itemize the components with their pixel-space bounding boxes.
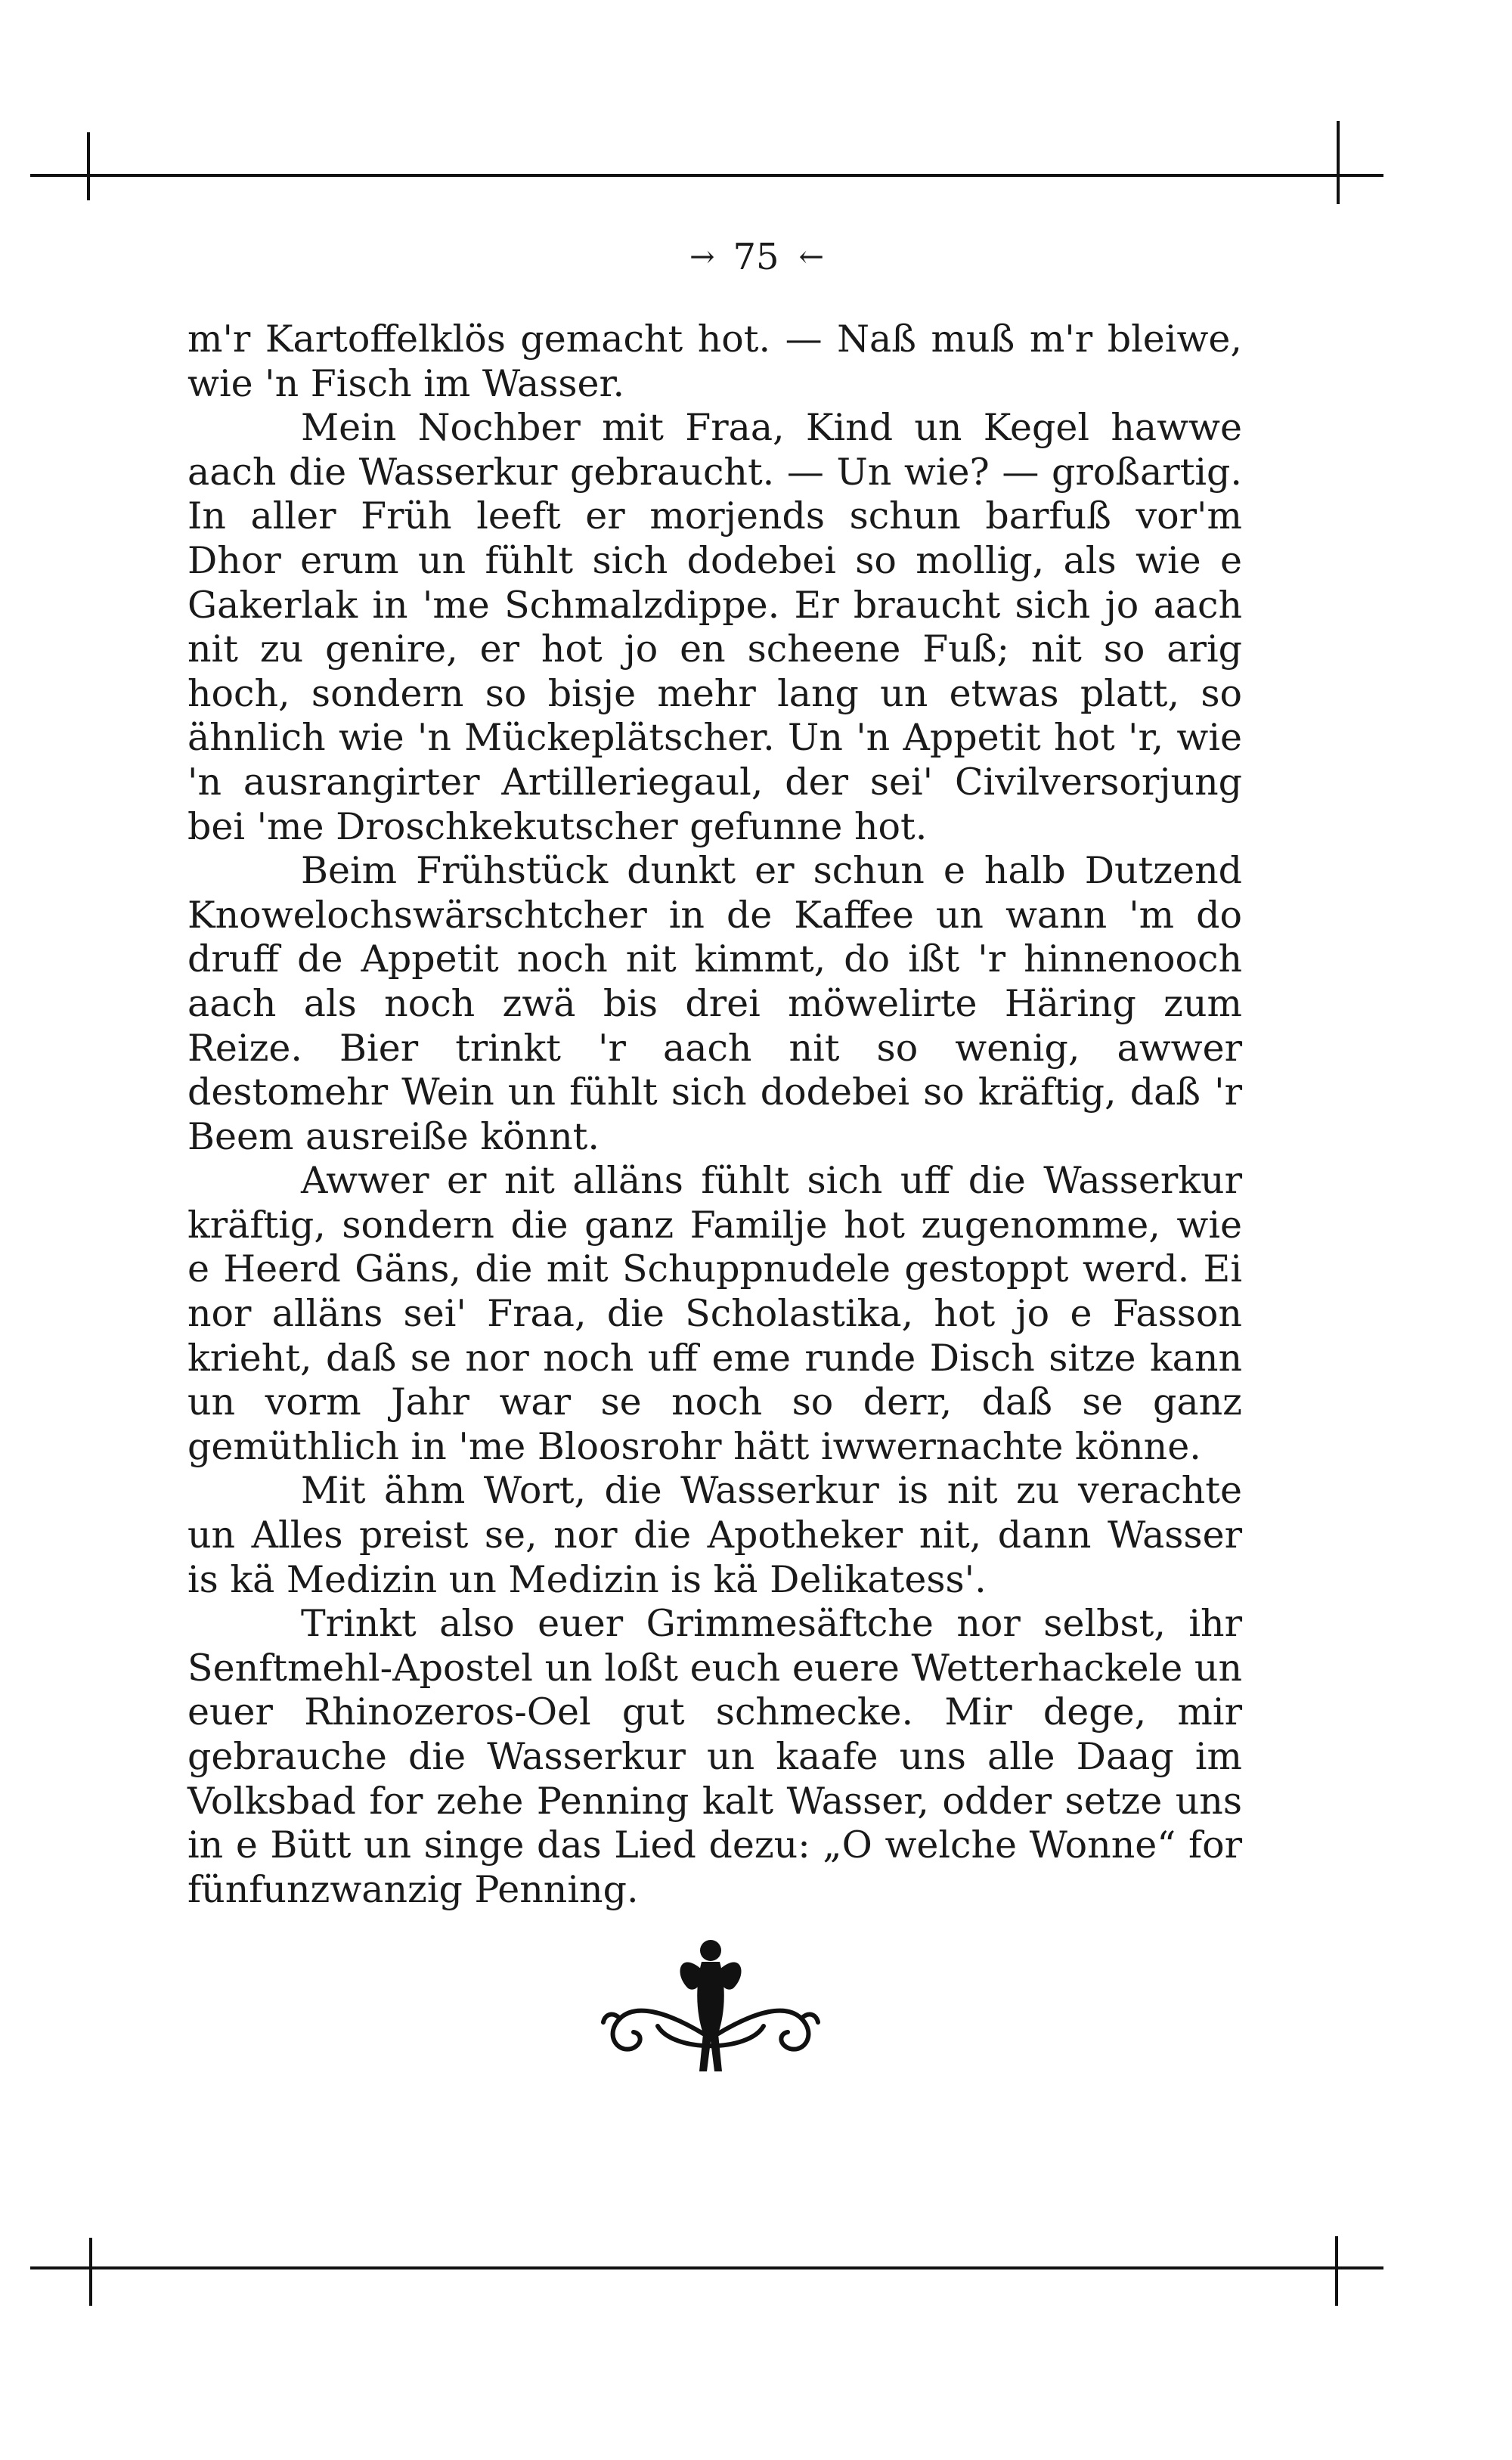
page-number: 75 [733, 236, 779, 278]
paragraph-3: Beim Frühstück dunkt er schun e halb Dutzend Knowelochswärschtcher in de Kaffee un wann 'm do druff de Appetit noch nit kimmt, do ißt 'r hinnenooch aach als noch zwä bis drei möwelirte Häring zum Reize. Bier trinkt 'r aach nit so wenig, awwer destomehr Wein un fühlt sich dodebei so kräftig, daß 'r Beem ausreiße könnt. [187, 849, 1242, 1158]
cherub-vignette-icon [590, 1920, 832, 2087]
top-frame-rule [30, 174, 1383, 177]
body-text [187, 318, 1242, 1912]
top-left-frame-tick [87, 132, 90, 200]
paragraph-2: Mein Nochber mit Fraa, Kind un Kegel hawwe aach die Wasserkur gebraucht. — Un wie? — großartig. In aller Früh leeft er morjends schun barfuß vor'm Dhor erum un fühlt sich dodebei so mollig, als wie e Gakerlak in 'me Schmalzdippe. Er braucht sich jo aach nit zu genire, er hot jo en scheene Fuß; nit so arig hoch, sondern so bisje mehr lang un etwas platt, so ähnlich wie 'n Mückeplätscher. Un 'n Appetit hot 'r, wie 'n ausrangirter Artilleriegaul, der sei' Civilversorjung bei 'me Droschkekutscher gefunne hot. [187, 406, 1242, 848]
bottom-right-frame-tick [1335, 2236, 1338, 2306]
left-ornament-icon: → [689, 240, 714, 274]
paragraph-4: Awwer er nit alläns fühlt sich uff die Wasserkur kräftig, sondern die ganz Familje hot zugenomme, wie e Heerd Gäns, die mit Schuppnudele gestoppt werd. Ei nor alläns sei' Fraa, die Scholastika, hot jo e Fasson krieht, daß se nor noch uff eme runde Disch sitze kann un vorm Jahr war se noch so derr, daß se ganz gemüthlich in 'me Bloosrohr hätt iwwernachte könne. [187, 1159, 1242, 1468]
paragraph-6: Trinkt also euer Grimmesäftche nor selbst, ihr Senftmehl-Apostel un loßt euch euere Wetterhackele un euer Rhinozeros-Oel gut schmecke. Mir dege, mir gebrauche die Wasserkur un kaafe uns alle Daag im Volksbad for zehe Penning kalt Wasser, odder setze uns in e Bütt un singe das Lied dezu: „O welche Wonne“ for fünfunzwanzig Penning. [187, 1602, 1242, 1911]
paragraph-5: Mit ähm Wort, die Wasserkur is nit zu verachte un Alles preist se, nor die Apotheker nit, dann Wasser is kä Medizin un Medizin is kä Delikatess'. [187, 1469, 1242, 1601]
page-header [0, 227, 1512, 287]
paragraph-1: m'r Kartoffelklös gemacht hot. — Naß muß m'r bleiwe, wie 'n Fisch im Wasser. [187, 318, 1242, 405]
top-right-frame-tick [1337, 121, 1340, 204]
bottom-frame-rule [30, 2266, 1383, 2269]
right-ornament-icon: ← [798, 240, 823, 274]
bottom-left-frame-tick [89, 2238, 92, 2306]
